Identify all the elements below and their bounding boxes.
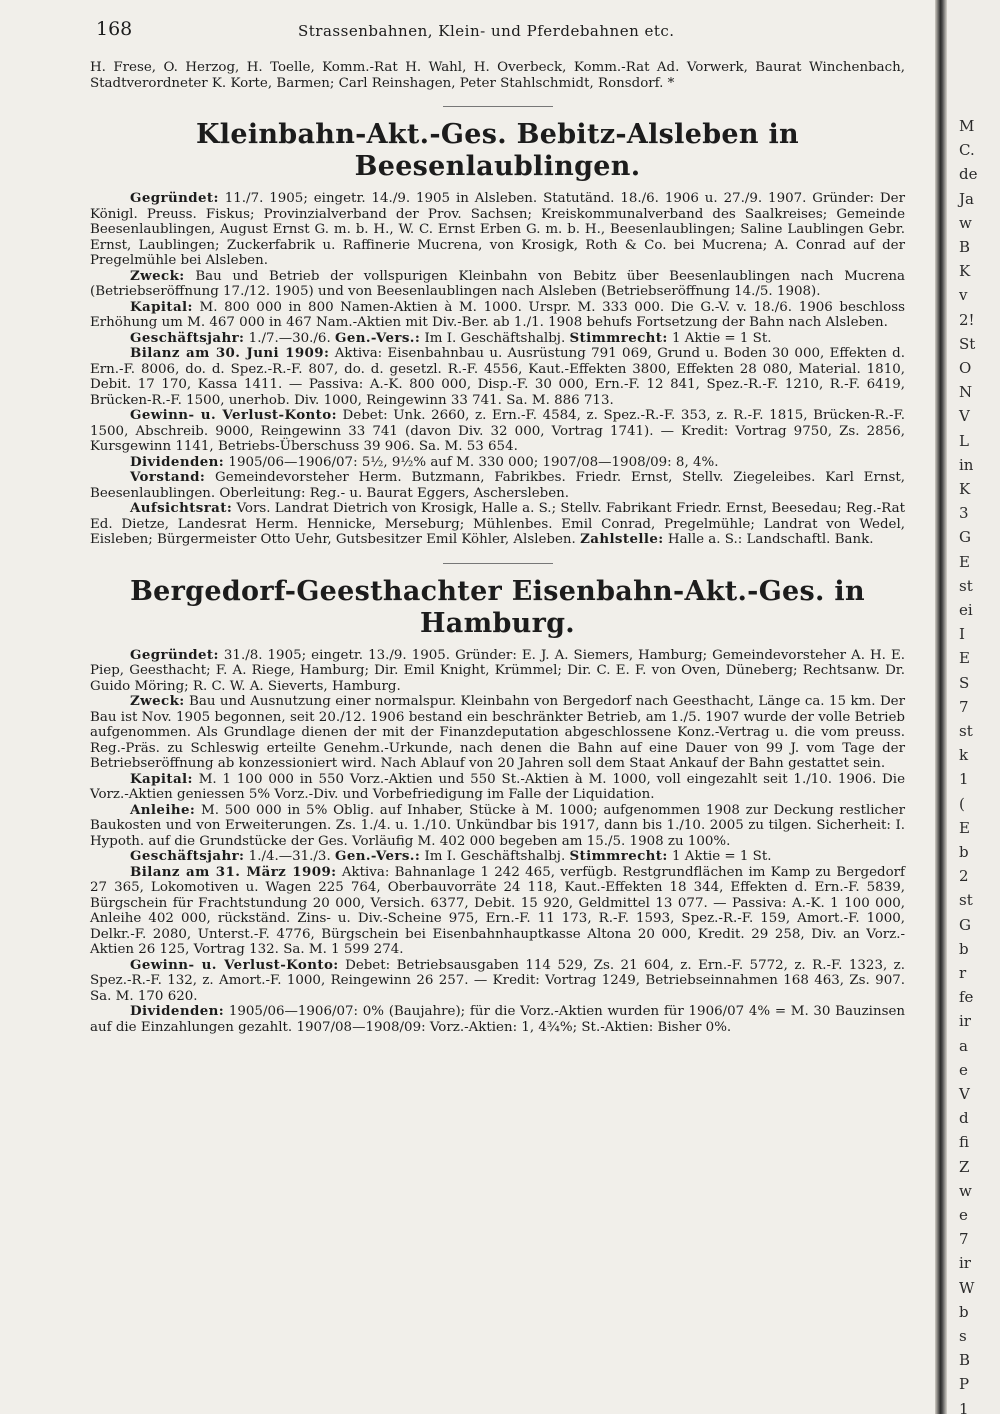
adjacent-page-fragment: in <box>959 456 974 474</box>
adjacent-page-fragment: ( <box>959 795 965 813</box>
guv-paragraph <box>90 408 905 455</box>
dividenden-text: 1905/06—1906/07: 0% (Baujahre); für die Vorz.-Aktien wurden für 1906/07 4% = M. 30 Bauzinsen auf die Einzahlungen gezahlt. 1907/08—1908/09: Vorz.-Aktien: 1, 4¾%; St.-Aktien: Bisher 0%. <box>90 1004 905 1035</box>
geschaeftsjahr-text: 1./4.—31./3. <box>248 849 331 864</box>
adjacent-page-fragment: ir <box>959 1012 971 1030</box>
genvers-text: Im I. Geschäftshalbj. <box>424 330 566 346</box>
adjacent-page-fragment: L <box>959 432 969 450</box>
adjacent-page-fragment: de <box>959 165 978 183</box>
adjacent-page-fragment: P <box>959 1375 970 1393</box>
kapital-paragraph <box>90 772 905 803</box>
aufsichtsrat-label: Aufsichtsrat: <box>130 500 233 516</box>
kapital-label: Kapital: <box>130 298 193 315</box>
adjacent-page-fragment: e <box>959 1206 968 1224</box>
adjacent-page-fragment: W <box>959 1279 975 1297</box>
adjacent-page-fragment: fe <box>959 988 974 1006</box>
zweck-label: Zweck: <box>130 267 185 284</box>
adjacent-page-fragment: b <box>959 940 969 958</box>
zahlstelle-text: Halle a. S.: Landschaftl. Bank. <box>667 532 874 547</box>
adjacent-page-fragment: r <box>959 964 967 982</box>
bilanz-label: Bilanz am 31. März 1909: <box>130 863 337 880</box>
company-title: Bergedorf-Geesthachter Eisenbahn-Akt.-Ges. in Hamburg. <box>130 575 865 639</box>
dividenden-paragraph <box>90 455 905 471</box>
dividenden-label: Dividenden: <box>130 453 225 470</box>
stimmrecht-text: 1 Aktie = 1 St. <box>672 330 772 346</box>
guv-text: Debet: Betriebsausgaben 114 529, Zs. 21 604, z. Ern.-F. 5772, z. R.-F. 1323, z. Spez.-R.-F. 132, z. Amort.-F. 1000, Reingewinn 26 257. — Kredit: Vortrag 1249, Betriebseinnahmen 168 463, Zs. 907. Sa. M. 170 620. <box>90 957 905 1004</box>
zweck-text: Bau und Betrieb der vollspurigen Kleinbahn von Bebitz über Beesenlaublingen nach Mucrena (Betriebseröffnung 17./12. 1905) und von Beesenlaublingen nach Alsleben (Betriebseröffnung 14./5. 1908). <box>90 268 905 299</box>
adjacent-page-fragment: st <box>959 722 973 740</box>
kapital-text: M. 800 000 in 800 Namen-Aktien à M. 1000. Urspr. M. 333 000. Die G.-V. v. 18./6. 1906 beschloss Erhöhung um M. 467 000 in 467 Nam.-Aktien mit Div.-Ber. ab 1./1. 1908 behufs Fortsetzung der Bahn nach Alsleben. <box>90 299 905 330</box>
bilanz-text: Aktiva: Eisenbahnbau u. Ausrüstung 791 069, Grund u. Boden 30 000, Effekten d. Ern.-F. 8006, do. d. Spez.-R.-F. 807, do. d. gesetzl. R.-F. 4556, Kaut.-Effekten 3800, Effekten 28 080, Material. 1810, Debit. 17 170, Kassa 1411. — Passiva: A.-K. 800 000, Disp.-F. 30 000, Ern.-F. 12 841, Spez.-R.-F. 1210, R.-F. 6419, Brücken-R.-F. 1500, unerhob. Div. 1000, Reingewinn 33 741. Sa. M. 886 713. <box>90 346 905 408</box>
adjacent-page-fragment: S <box>959 674 970 692</box>
bilanz-text: Aktiva: Bahnanlage 1 242 465, verfügb. Restgrundflächen im Kamp zu Bergedorf 27 365, Lokomotiven u. Wagen 225 764, Oberbauvorräte 24 118, Kaut.-Effekten 18 344, Effekten d. Ern.-F. 5839, Bürgschein für Frachtstundung 20 000, Versich. 6377, Debit. 15 920, Geldmittel 13 077. — Passiva: A.-K. 1 100 000, Anleihe 402 000, rückständ. Zins- u. Div.-Scheine 975, Ern.-F. 11 173, R.-F. 1593, Spez.-R.-F. 159, Amort.-F. 1000, Delkr.-F. 2080, Unterst.-F. 4776, Bürgschein bei Eisenbahnhauptkasse Altona 20 000, Kredit. 29 258, Div. an Vorz.-Aktien 26 125, Vortrag 132. Sa. M. 1 599 274. <box>90 864 905 957</box>
kapital-label: Kapital: <box>130 770 193 787</box>
adjacent-page-fragment: b <box>959 1303 969 1321</box>
adjacent-page-fragment: w <box>959 214 972 232</box>
adjacent-page-fragment: 7 <box>959 1230 969 1248</box>
adjacent-page-fragment: B <box>959 1351 971 1369</box>
zweck-label: Zweck: <box>130 693 185 709</box>
adjacent-page-fragment: d <box>959 1109 969 1127</box>
adjacent-page-fragment: st <box>959 891 973 909</box>
adjacent-page-fragment: O <box>959 359 972 377</box>
adjacent-page-fragment: 3 <box>959 504 969 522</box>
anleihe-paragraph <box>90 803 905 850</box>
adjacent-page-fragment: V <box>959 407 970 425</box>
guv-label: Gewinn- u. Verlust-Konto: <box>130 956 339 973</box>
gegruendet-label: Gegründet: <box>130 646 219 663</box>
dividenden-text: 1905/06—1906/07: 5½, 9½% auf M. 330 000; 1907/08—1908/09: 8, 4%. <box>228 454 719 470</box>
vorstand-paragraph <box>90 470 905 501</box>
gegruendet-paragraph <box>90 648 905 695</box>
section-divider <box>443 563 553 564</box>
section-divider <box>443 106 553 107</box>
guv-text: Debet: Unk. 2660, z. Ern.-F. 4584, z. Spez.-R.-F. 353, z. R.-F. 1815, Brücken-R.-F. 1500, Abschreib. 9000, Reingewinn 33 741 (davon Div. 32 000, Vortrag 1741). — Kredit: Vortrag 9750, Zs. 2856, Kursgewinn 1141, Betriebs-Überschuss 39 906. Sa. M. 53 654. <box>90 408 905 454</box>
guv-label: Gewinn- u. Verlust-Konto: <box>130 407 337 423</box>
adjacent-page-fragment: st <box>959 577 973 595</box>
adjacent-page-fragment: fi <box>959 1133 970 1151</box>
company-title: Kleinbahn-Akt.-Ges. Bebitz-Alsleben in Beesenlaublingen. <box>196 119 799 182</box>
aufsichtsrat-text: Vors. Landrat Dietrich von Krosigk, Halle a. S.; Stellv. Fabrikant Friedr. Ernst, Beesedau; Reg.-Rat Ed. Dietze, Landesrat Herm. Hennicke, Merseburg; Mühlenbes. Emil Conrad, Pregelmühle; Landrat von Wedel, Eisleben; Bürgermeister Otto Uehr, Gutsbesitzer Emil Köhler, Alsleben. <box>90 501 905 547</box>
anleihe-label: Anleihe: <box>130 801 196 818</box>
adjacent-page-fragment: 1 <box>959 1400 969 1414</box>
adjacent-page-fragment: 2 <box>959 867 969 885</box>
gegruendet-text: 31./8. 1905; eingetr. 13./9. 1905. Gründer: E. J. A. Siemers, Hamburg; Gemeindevorsteher A. H. E. Piep, Geesthacht; F. A. Riege, Hamburg; Dir. Emil Knight, Krümmel; Dir. C. E. F. von Oven, Düneberg; Rechtsanw. Dr. Guido Möring; R. C. W. A. Sieverts, Hamburg. <box>90 647 905 694</box>
gegruendet-paragraph <box>90 191 905 269</box>
gegruendet-text: 11./7. 1905; eingetr. 14./9. 1905 in Alsleben. Statutänd. 18./6. 1906 u. 27./9. 1907. Gründer: Der Königl. Preuss. Fiskus; Provinzialverband der Prov. Sachsen; Kreiskommunalverband des Saalkreises; Gemeinde Beesenlaublingen, August Ernst G. m. b. H., W. C. Ernst Erben G. m. b. H., Beesenlaublingen; Saline Laublingen Gebr. Ernst, Laublingen; Zuckerfabrik u. Raffinerie Mucrena, von Krosigk, Roth & Co. bei Mucrena; A. Conrad auf der Pregelmühle bei Alsleben. <box>90 191 905 268</box>
guv-paragraph <box>90 958 905 1005</box>
adjacent-page-fragment: I <box>959 625 965 643</box>
vorstand-label: Vorstand: <box>130 469 206 485</box>
page-number: 168 <box>96 18 133 40</box>
adjacent-page-fragment: 7 <box>959 698 969 716</box>
adjacent-page-fragment: E <box>959 819 970 837</box>
genvers-label: Gen.-Vers.: <box>334 848 421 864</box>
stimmrecht-label: Stimmrecht: <box>569 848 668 864</box>
adjacent-page-fragment: G <box>959 528 971 546</box>
adjacent-page-fragment: K <box>959 480 971 498</box>
running-title: Strassenbahnen, Klein- und Pferdebahnen etc. <box>298 22 675 40</box>
adjacent-page-fragment: V <box>959 1085 970 1103</box>
company-entry-1 <box>90 119 905 548</box>
aufsichtsrat-paragraph <box>90 501 905 548</box>
adjacent-page-fragment: e <box>959 1061 968 1079</box>
adjacent-page-edge <box>947 0 1000 1414</box>
zahlstelle-label: Zahlstelle: <box>580 531 664 547</box>
intro-paragraph: H. Frese, O. Herzog, H. Toelle, Komm.-Rat H. Wahl, H. Overbeck, Komm.-Rat Ad. Vorwerk, Baurat Winchenbach, Stadtverordneter K. Korte, Barmen; Carl Reinshagen, Peter Stahlschmidt, Ronsdorf. * <box>90 60 905 91</box>
vorstand-text: Gemeindevorsteher Herm. Butzmann, Fabrikbes. Friedr. Ernst, Stellv. Ziegeleibes. Karl Ernst, Beesenlaublingen. Oberleitung: Reg.- u. Baurat Eggers, Aschersleben. <box>90 470 905 501</box>
adjacent-page-fragment: a <box>959 1037 968 1055</box>
zweck-paragraph <box>90 694 905 772</box>
gegruendet-label: Gegründet: <box>130 190 219 206</box>
anleihe-text: M. 500 000 in 5% Oblig. auf Inhaber, Stücke à M. 1000; aufgenommen 1908 zur Deckung restlicher Baukosten und von Erweiterungen. Zs. 1./4. u. 1./10. Unkündbar bis 1917, dann bis 1./10. 2005 zu tilgen. Sicherheit: I. Hypoth. auf die Grundstücke der Ges. Vorläufig M. 402 000 begeben am 15./5. 1908 zu 100%. <box>90 802 906 849</box>
geschaeftsjahr-paragraph <box>90 849 905 865</box>
adjacent-page-fragment: b <box>959 843 969 861</box>
book-gutter <box>935 0 947 1414</box>
adjacent-page-fragment: Z <box>959 1158 970 1176</box>
dividenden-label: Dividenden: <box>130 1003 225 1019</box>
adjacent-page-fragment: 1 <box>959 770 969 788</box>
geschaeftsjahr-paragraph <box>90 331 905 347</box>
adjacent-page-fragment: Ja <box>959 190 974 208</box>
adjacent-page-fragment: E <box>959 649 970 667</box>
adjacent-page-fragment: v <box>959 286 968 304</box>
adjacent-page-fragment: N <box>959 383 973 401</box>
genvers-text: Im I. Geschäftshalbj. <box>424 849 566 864</box>
adjacent-page-fragment: M <box>959 117 975 135</box>
adjacent-page-fragment: E <box>959 553 970 571</box>
dividenden-paragraph <box>90 1004 905 1035</box>
genvers-label: Gen.-Vers.: <box>334 329 421 346</box>
geschaeftsjahr-label: Geschäftsjahr: <box>130 329 245 346</box>
zweck-paragraph <box>90 269 905 300</box>
adjacent-page-fragment: 2! <box>959 311 975 329</box>
adjacent-page-fragment: w <box>959 1182 972 1200</box>
adjacent-page-fragment: K <box>959 262 971 280</box>
bilanz-paragraph <box>90 346 905 408</box>
page-header <box>96 18 911 42</box>
page-body <box>90 60 905 1035</box>
adjacent-page-fragment: ir <box>959 1254 971 1272</box>
adjacent-page-fragment: s <box>959 1327 967 1345</box>
bilanz-paragraph <box>90 865 905 958</box>
kapital-text: M. 1 100 000 in 550 Vorz.-Aktien und 550 St.-Aktien à M. 1000, voll eingezahlt seit 1./10. 1906. Die Vorz.-Aktien geniessen 5% Vorz.-Div. und Vorbefriedigung im Falle der Liquidation. <box>90 771 905 802</box>
bilanz-label: Bilanz am 30. Juni 1909: <box>130 345 330 361</box>
adjacent-page-fragment: C. <box>959 141 975 159</box>
zweck-text: Bau und Ausnutzung einer normalspur. Kleinbahn von Bergedorf nach Geesthacht, Länge ca. 15 km. Der Bau ist Nov. 1905 begonnen, seit 20./12. 1906 bestand ein beschränkter Betrieb, am 1./5. 1907 wurde der volle Betrieb aufgenommen. Als Grundlage dienen der mit der Finanzdeputation abgeschlossene Konz.-Vertrag u. die vom preuss. Reg.-Präs. zu Schleswig erteilte Genehm.-Urkunde, nach denen die Bahn auf eine Dauer von 99 J. vom Tage der Betriebseröffnung ab konzessioniert wird. Nach Ablauf von 20 Jahren soll dem Staat Ankauf der Bahn gestattet sein. <box>90 694 905 771</box>
kapital-paragraph <box>90 300 905 331</box>
adjacent-page-fragment: ei <box>959 601 973 619</box>
company-entry-2 <box>90 576 905 1036</box>
geschaeftsjahr-text: 1./7.—30./6. <box>248 330 331 346</box>
adjacent-page-fragment: St <box>959 335 976 353</box>
adjacent-page-fragment: B <box>959 238 971 256</box>
adjacent-page-fragment: G <box>959 916 971 934</box>
stimmrecht-text: 1 Aktie = 1 St. <box>672 849 772 864</box>
geschaeftsjahr-label: Geschäftsjahr: <box>130 848 245 864</box>
stimmrecht-label: Stimmrecht: <box>569 329 668 346</box>
adjacent-page-fragment: k <box>959 746 969 764</box>
